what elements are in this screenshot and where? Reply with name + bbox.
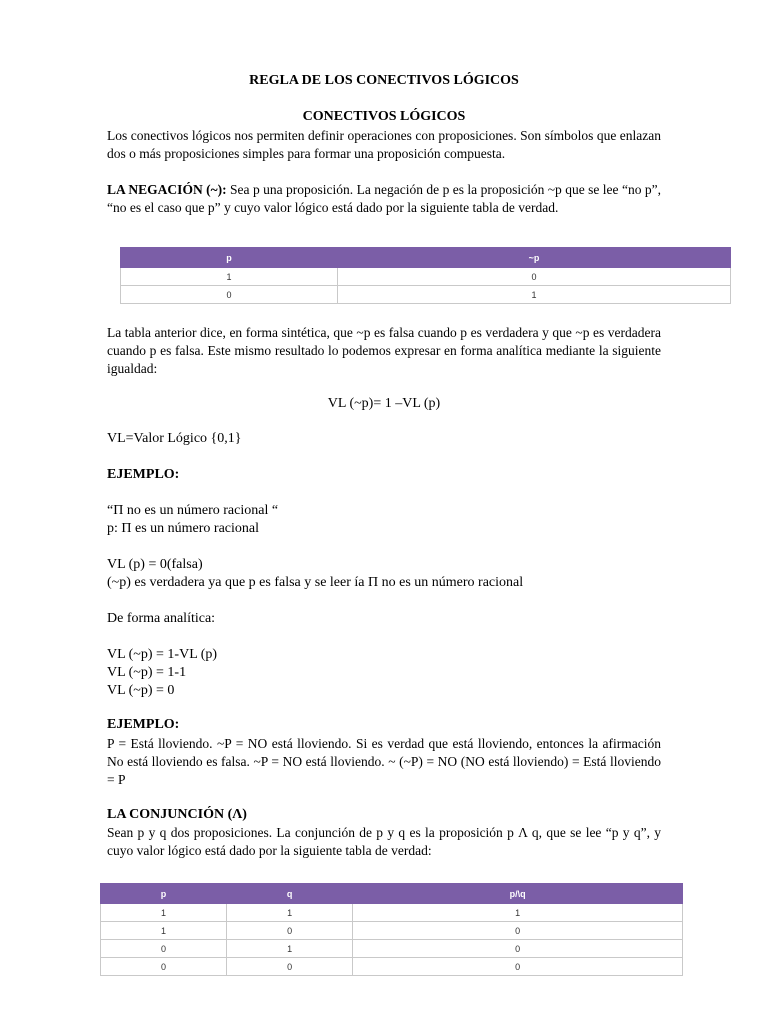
conjunction-table-cell: 0 <box>353 958 683 976</box>
negation-table-row <box>121 268 731 286</box>
conjunction-table-cell: 1 <box>227 904 353 922</box>
conjunction-table-cell: 1 <box>227 940 353 958</box>
negation-text: Sea p una proposición. La negación de p es la proposición ~p que se lee “no p”, “no es el caso que p” y cuyo valor lógico está dado por la siguiente tabla de verdad. <box>107 182 661 215</box>
conjunction-table-cell: 1 <box>101 922 227 940</box>
negation-table-cell: 0 <box>338 268 731 286</box>
conjunction-table-header-0: p <box>101 884 227 904</box>
conjunction-table-cell: 1 <box>353 904 683 922</box>
conjunction-paragraph: Sean p y q dos proposiciones. La conjunción de p y q es la proposición p Λ q, que se lee “p y q”, y cuyo valor lógico está dado por la siguiente tabla de verdad: <box>107 825 661 858</box>
analytic-heading: De forma analítica: <box>107 611 216 626</box>
conjunction-table-row <box>101 958 683 976</box>
conjunction-table-header-2: p/\q <box>353 884 683 904</box>
conjunction-table-cell: 0 <box>353 922 683 940</box>
conjunction-table-row <box>101 922 683 940</box>
conjunction-table-row <box>101 940 683 958</box>
conjunction-table-cell: 1 <box>101 904 227 922</box>
conjunction-table-cell: 0 <box>101 958 227 976</box>
negation-table-header-1: ~p <box>338 248 731 268</box>
intro-paragraph: Los conectivos lógicos nos permiten definir operaciones con proposiciones. Son símbolos que enlazan dos o más proposiciones simples para formar una proposición compuesta. <box>107 128 661 161</box>
analytic-line-1: VL (~p) = 1-VL (p) <box>107 647 218 662</box>
negation-paragraph <box>107 181 661 217</box>
example-1-line-2: p: Π es un número racional <box>107 521 260 536</box>
example-1-line-1: “Π no es un número racional “ <box>107 503 279 518</box>
negation-table-row <box>121 286 731 304</box>
example-1-line-3: VL (p) = 0(falsa) <box>107 557 203 572</box>
section-title: CONECTIVOS LÓGICOS <box>302 109 466 124</box>
conjunction-table-row <box>101 904 683 922</box>
negation-truth-table <box>120 247 731 304</box>
conjunction-table-cell: 0 <box>101 940 227 958</box>
example-heading-1: EJEMPLO: <box>107 467 180 482</box>
example-2-paragraph: P = Está lloviendo. ~P = NO está lloviendo. Si es verdad que está lloviendo, entonces la afirmación No está lloviendo es falsa. ~P = NO está lloviendo. ~ (~P) = NO (NO está lloviendo) = Está lloviendo = P <box>107 736 661 787</box>
negation-table-cell: 1 <box>338 286 731 304</box>
document-title: REGLA DE LOS CONECTIVOS LÓGICOS <box>249 73 519 88</box>
conjunction-truth-table <box>100 883 683 976</box>
analytic-line-2: VL (~p) = 1-1 <box>107 665 187 680</box>
vl-definition: VL=Valor Lógico {0,1} <box>107 431 242 446</box>
negation-heading: LA NEGACIÓN (~): <box>107 182 227 197</box>
negation-table-cell: 1 <box>121 268 338 286</box>
conjunction-table-cell: 0 <box>353 940 683 958</box>
example-1-line-4: (~p) es verdadera ya que p es falsa y se leer ía Π no es un número racional <box>107 575 524 590</box>
negation-table-cell: 0 <box>121 286 338 304</box>
conjunction-table-cell: 0 <box>227 922 353 940</box>
conjunction-table-cell: 0 <box>227 958 353 976</box>
analytic-line-3: VL (~p) = 0 <box>107 683 175 698</box>
conjunction-heading: LA CONJUNCIÓN (Λ) <box>107 807 247 822</box>
negation-table-header-0: p <box>121 248 338 268</box>
conjunction-table-header-1: q <box>227 884 353 904</box>
negation-formula: VL (~p)= 1 –VL (p) <box>327 396 441 411</box>
example-heading-2: EJEMPLO: <box>107 717 180 732</box>
explanation-paragraph: La tabla anterior dice, en forma sintética, que ~p es falsa cuando p es verdadera y que ~p es verdadera cuando p es falsa. Este mismo resultado lo podemos expresar en forma analítica mediante la siguiente igualdad: <box>107 325 661 376</box>
